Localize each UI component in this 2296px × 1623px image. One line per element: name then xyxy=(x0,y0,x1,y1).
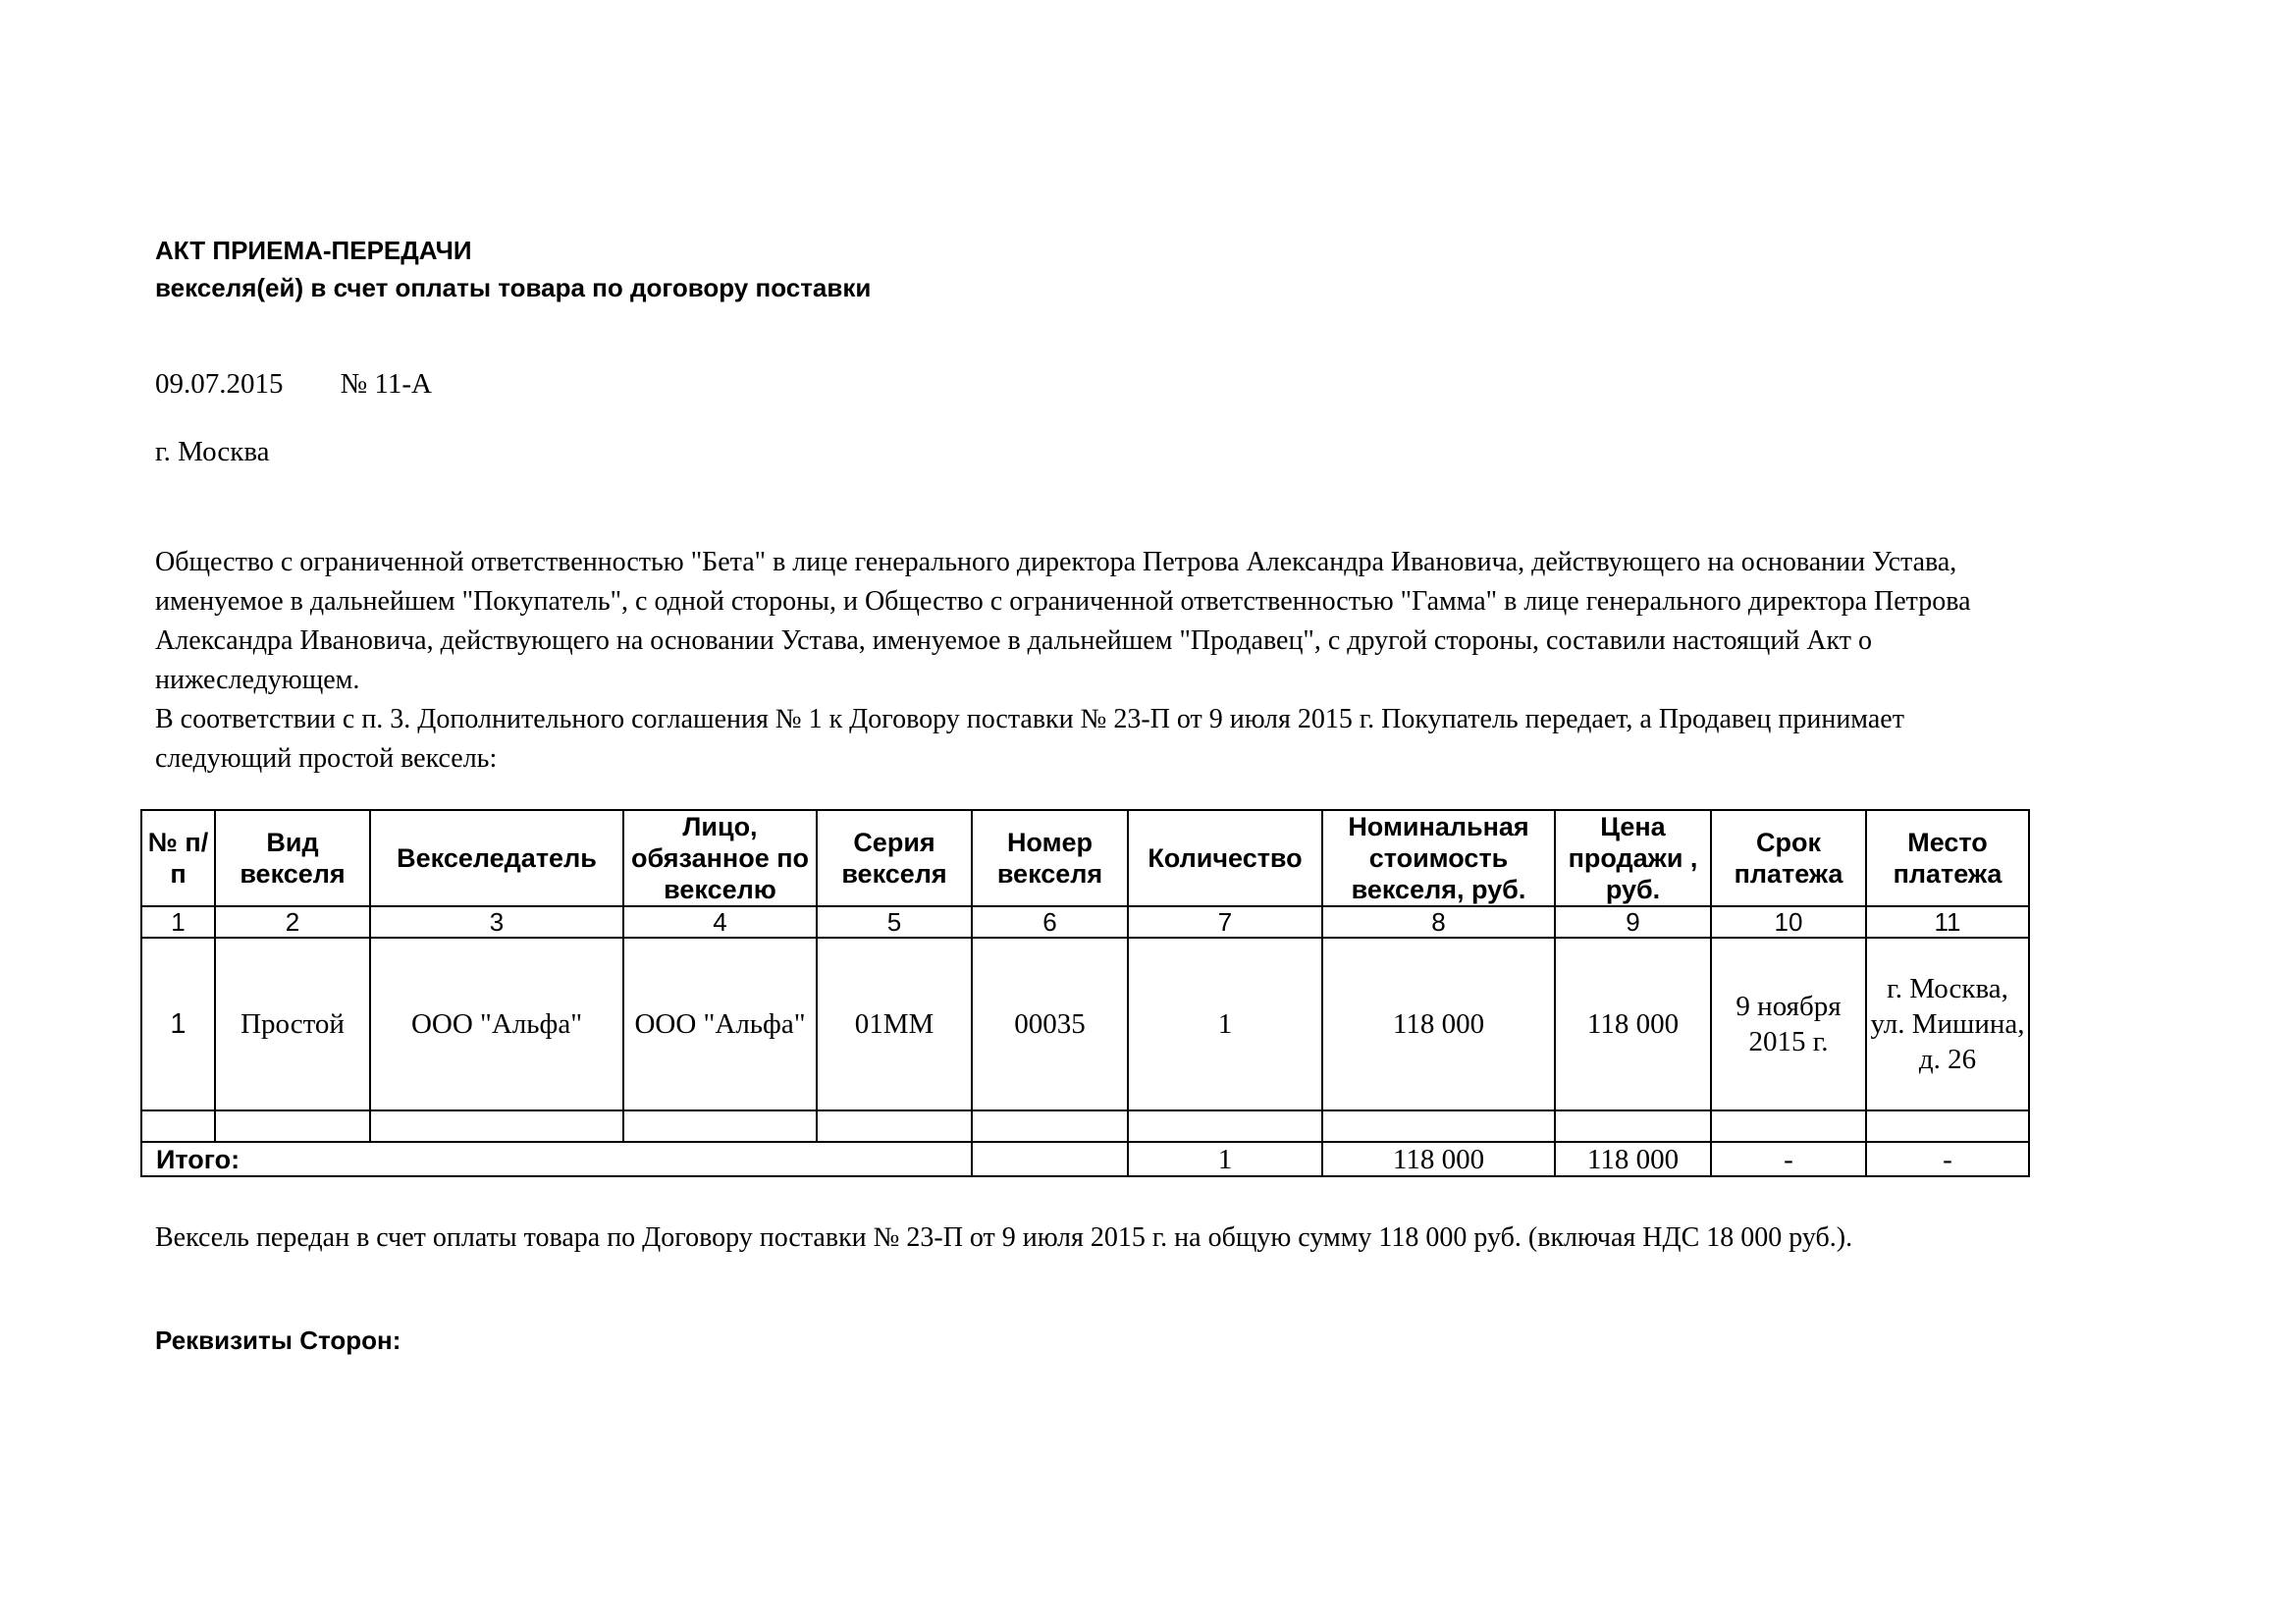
total-label: Итого: xyxy=(141,1142,972,1176)
row-number-cell: 1 xyxy=(141,938,215,1110)
drawer-cell: ООО "Альфа" xyxy=(370,938,623,1110)
header-cell: Серия векселя xyxy=(817,810,972,906)
header-cell: № п/п xyxy=(141,810,215,906)
nominal-cell: 118 000 xyxy=(1322,938,1555,1110)
header-cell: Номинальная стоимость векселя, руб. xyxy=(1322,810,1555,906)
header-cell: Количество xyxy=(1128,810,1322,906)
total-quantity-cell: 1 xyxy=(1128,1142,1322,1176)
document-number: № 11-А xyxy=(340,368,432,400)
empty-cell xyxy=(972,1142,1128,1176)
header-cell: Векселедатель xyxy=(370,810,623,906)
payment-place-cell: г. Москва, ул. Мишина, д. 26 xyxy=(1866,938,2029,1110)
column-number-cell: 9 xyxy=(1555,906,1711,938)
total-nominal-cell: 118 000 xyxy=(1322,1142,1555,1176)
table-row xyxy=(141,938,2029,1110)
date-number-line xyxy=(155,368,432,401)
series-cell: 01ММ xyxy=(817,938,972,1110)
bill-type-cell: Простой xyxy=(215,938,370,1110)
body-line: В соответствии с п. 3. Дополнительного соглашения № 1 к Договору поставки № 23-П от 9 июля 2015 г. Покупатель передает, а Продавец принимает xyxy=(155,704,1904,734)
column-number-cell: 11 xyxy=(1866,906,2029,938)
empty-cell xyxy=(623,1110,817,1142)
column-number-cell: 2 xyxy=(215,906,370,938)
empty-cell xyxy=(1711,1110,1866,1142)
empty-cell xyxy=(370,1110,623,1142)
column-number-cell: 7 xyxy=(1128,906,1322,938)
body-line: нижеследующем. xyxy=(155,665,360,695)
body-line: следующий простой вексель: xyxy=(155,743,498,774)
body-line: именуемое в дальнейшем "Покупатель", с одной стороны, и Общество с ограниченной ответственностью "Гамма" в лице генерального директора Петрова xyxy=(155,586,1971,617)
bills-table xyxy=(140,809,2030,1177)
empty-cell xyxy=(1128,1110,1322,1142)
column-number-cell: 8 xyxy=(1322,906,1555,938)
price-cell: 118 000 xyxy=(1555,938,1711,1110)
column-number-row xyxy=(141,906,2029,938)
empty-cell xyxy=(1866,1110,2029,1142)
document-city: г. Москва xyxy=(155,436,270,467)
column-number-cell: 1 xyxy=(141,906,215,938)
document-subtitle: векселя(ей) в счет оплаты товара по договору поставки xyxy=(155,273,872,302)
table-header-row xyxy=(141,810,2029,906)
transfer-note: Вексель передан в счет оплаты товара по Договору поставки № 23-П от 9 июля 2015 г. на общую сумму 118 000 руб. (включая НДС 18 000 руб.). xyxy=(155,1222,1853,1253)
document-date: 09.07.2015 xyxy=(155,368,284,400)
total-place-cell: - xyxy=(1866,1142,2029,1176)
bill-number-cell: 00035 xyxy=(972,938,1128,1110)
header-cell: Лицо, обязанное по векселю xyxy=(623,810,817,906)
column-number-cell: 5 xyxy=(817,906,972,938)
empty-cell xyxy=(215,1110,370,1142)
body-text xyxy=(155,543,1971,779)
empty-cell xyxy=(1322,1110,1555,1142)
title-block xyxy=(155,232,871,306)
column-number-cell: 10 xyxy=(1711,906,1866,938)
column-number-cell: 6 xyxy=(972,906,1128,938)
quantity-cell: 1 xyxy=(1128,938,1322,1110)
header-cell: Срок платежа xyxy=(1711,810,1866,906)
body-line: Александра Ивановича, действующего на основании Устава, именуемое в дальнейшем "Продавец", с другой стороны, составили настоящий Акт о xyxy=(155,625,1873,656)
total-price-cell: 118 000 xyxy=(1555,1142,1711,1176)
empty-cell xyxy=(972,1110,1128,1142)
empty-row xyxy=(141,1110,2029,1142)
obligor-cell: ООО "Альфа" xyxy=(623,938,817,1110)
header-cell: Вид векселя xyxy=(215,810,370,906)
empty-cell xyxy=(817,1110,972,1142)
due-date-cell: 9 ноября 2015 г. xyxy=(1711,938,1866,1110)
total-due-cell: - xyxy=(1711,1142,1866,1176)
header-cell: Место платежа xyxy=(1866,810,2029,906)
column-number-cell: 4 xyxy=(623,906,817,938)
body-line: Общество с ограниченной ответственностью "Бета" в лице генерального директора Петрова Александра Ивановича, действующего на основании Устава, xyxy=(155,547,1957,577)
requisites-heading: Реквизиты Сторон: xyxy=(155,1325,401,1355)
total-row xyxy=(141,1142,2029,1176)
column-number-cell: 3 xyxy=(370,906,623,938)
document-title: АКТ ПРИЕМА-ПЕРЕДАЧИ xyxy=(155,236,472,265)
empty-cell xyxy=(141,1110,215,1142)
header-cell: Цена продажи , руб. xyxy=(1555,810,1711,906)
empty-cell xyxy=(1555,1110,1711,1142)
header-cell: Номер векселя xyxy=(972,810,1128,906)
